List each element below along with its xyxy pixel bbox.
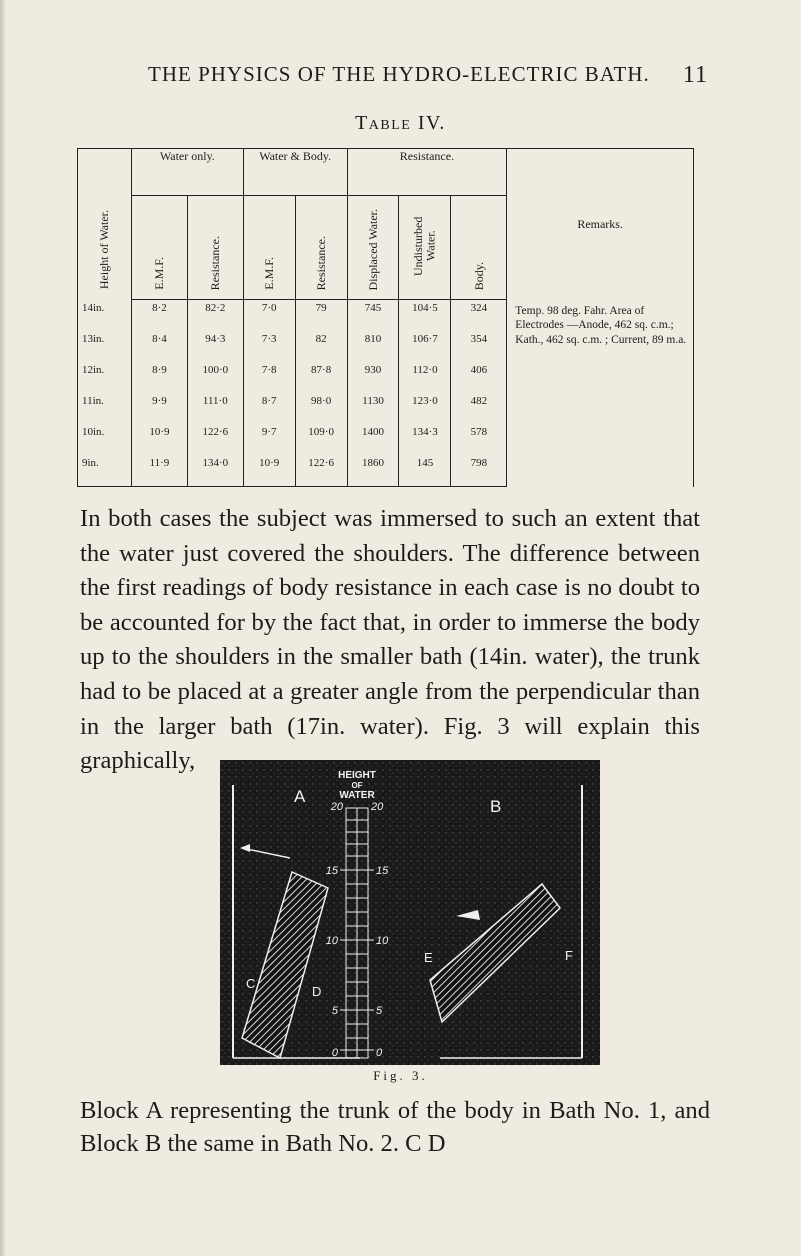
running-head: [148, 62, 708, 89]
cell-emf-water: 8·9: [131, 362, 187, 393]
closing-paragraph: [80, 1094, 710, 1160]
scale-title-line-2: OF: [351, 781, 363, 790]
cell-displaced: 810: [347, 331, 399, 362]
subheader-undisturbed: Undisturbed Water.: [411, 216, 438, 276]
table-header-row: [78, 149, 694, 196]
table-row: [78, 300, 694, 332]
resistance-header: Resistance.: [347, 149, 507, 196]
closing-paragraph-text: Block A representing the trunk of the body in Bath No. 1, and Block B the same in Bath No. 2. C D: [80, 1097, 710, 1157]
label-c: C: [246, 976, 256, 991]
scale-title-line-1: HEIGHT: [338, 770, 376, 781]
cell-resistance-body: 79: [295, 300, 347, 332]
cell-emf-water: 11·9: [131, 455, 187, 487]
cell-resistance-body: 82: [295, 331, 347, 362]
cell-body: 324: [451, 300, 507, 332]
cell-undisturbed: 123·0: [399, 393, 451, 424]
cell-emf-water: 8·2: [131, 300, 187, 332]
cell-height: 12in.: [78, 362, 132, 393]
label-a: A: [294, 787, 306, 806]
water-body-header: Water & Body.: [243, 149, 347, 196]
subheader-cell: [131, 196, 187, 300]
cell-height: 14in.: [78, 300, 132, 332]
subheader-cell: [399, 196, 451, 300]
body-paragraph: [80, 502, 700, 779]
subheader-resistance-1: Resistance.: [208, 235, 222, 290]
cell-resistance-water: 94·3: [187, 331, 243, 362]
scale-label-5-right: 5: [376, 1005, 383, 1017]
scale-label-15-right: 15: [376, 865, 389, 877]
remarks-cell: Temp. 98 deg. Fahr. Area of Electrodes —Anode, 462 sq. c.m.; Kath., 462 sq. c.m. ; Current, 89 m.a.: [507, 300, 694, 487]
cell-emf-water: 9·9: [131, 393, 187, 424]
data-table: [77, 148, 694, 487]
cell-displaced: 1860: [347, 455, 399, 487]
label-d: D: [312, 984, 322, 999]
page-number: 11: [682, 62, 708, 88]
cell-undisturbed: 134·3: [399, 424, 451, 455]
figure-caption: Fig. 3.: [373, 1068, 428, 1083]
cell-resistance-water: 134·0: [187, 455, 243, 487]
cell-height: 10in.: [78, 424, 132, 455]
cell-displaced: 930: [347, 362, 399, 393]
body-paragraph-text: In both cases the subject was immersed to such an extent that the water just covered the shoulders. The difference between the first readings of body resistance in each case is no doubt to be accounted for by the fact that, in order to immerse the body up to the shoulders in the smaller bath (14in. water), the trunk had to be placed at a greater angle from the perpendicular than in the larger bath (17in. water). Fig. 3 will explain this graphically,: [80, 505, 700, 775]
cell-body: 798: [451, 455, 507, 487]
scale-label-20-right: 20: [371, 801, 384, 813]
cell-resistance-body: 109·0: [295, 424, 347, 455]
subheader-displaced: Displaced Water.: [365, 208, 380, 290]
subheader-emf-1: E.M.F.: [152, 257, 167, 290]
cell-undisturbed: 106·7: [399, 331, 451, 362]
cell-emf-body: 7·8: [243, 362, 295, 393]
running-head-title: THE PHYSICS OF THE HYDRO-ELECTRIC BATH.: [148, 62, 650, 86]
cell-resistance-water: 122·6: [187, 424, 243, 455]
cell-resistance-body: 87·8: [295, 362, 347, 393]
figure-3-drawing: [220, 760, 600, 1065]
cell-body: 406: [451, 362, 507, 393]
cell-resistance-water: 100·0: [187, 362, 243, 393]
cell-resistance-water: 111·0: [187, 393, 243, 424]
cell-emf-body: 9·7: [243, 424, 295, 455]
subheader-cell: [451, 196, 507, 300]
cell-emf-body: 8·7: [243, 393, 295, 424]
subheader-resistance-2: Resistance.: [313, 235, 328, 290]
scale-label-0-right: 0: [376, 1047, 383, 1059]
subheader-body: Body.: [471, 261, 486, 290]
cell-undisturbed: 112·0: [399, 362, 451, 393]
cell-height: 9in.: [78, 455, 132, 487]
cell-emf-water: 8·4: [131, 331, 187, 362]
scale-label-5-left: 5: [331, 1005, 338, 1017]
cell-body: 354: [451, 331, 507, 362]
cell-displaced: 745: [347, 300, 399, 332]
cell-height: 13in.: [78, 331, 132, 362]
cell-emf-body: 7·0: [243, 300, 295, 332]
cell-undisturbed: 145: [399, 455, 451, 487]
subheader-cell: [295, 196, 347, 300]
scale-label-20-left: 20: [330, 801, 343, 813]
cell-resistance-body: 122·6: [295, 455, 347, 487]
subheader-emf-2: E.M.F.: [261, 257, 276, 290]
subheader-cell: [187, 196, 243, 300]
remarks-header: Remarks.: [507, 149, 694, 300]
height-header: Height of Water.: [97, 210, 112, 290]
figure-3: [220, 760, 600, 1065]
cell-displaced: 1130: [347, 393, 399, 424]
cell-emf-body: 7·3: [243, 331, 295, 362]
cell-emf-body: 10·9: [243, 455, 295, 487]
height-header-cell: [78, 149, 132, 300]
cell-height: 11in.: [78, 393, 132, 424]
table-title: Table IV.: [355, 112, 446, 134]
scale-label-15-left: 15: [325, 865, 338, 877]
cell-body: 578: [451, 424, 507, 455]
scale-title-line-3: WATER: [339, 790, 375, 801]
scale-label-10-right: 10: [376, 935, 389, 947]
water-only-header: Water only.: [131, 149, 243, 196]
cell-resistance-body: 98·0: [295, 393, 347, 424]
cell-body: 482: [451, 393, 507, 424]
cell-resistance-water: 82·2: [187, 300, 243, 332]
cell-emf-water: 10·9: [131, 424, 187, 455]
label-f: F: [565, 948, 573, 963]
subheader-cell: [347, 196, 399, 300]
cell-undisturbed: 104·5: [399, 300, 451, 332]
scale-label-10-left: 10: [325, 935, 338, 947]
label-e: E: [424, 950, 433, 965]
subheader-cell: [243, 196, 295, 300]
scale-label-0-left: 0: [331, 1047, 338, 1059]
cell-displaced: 1400: [347, 424, 399, 455]
label-b: B: [490, 797, 502, 816]
